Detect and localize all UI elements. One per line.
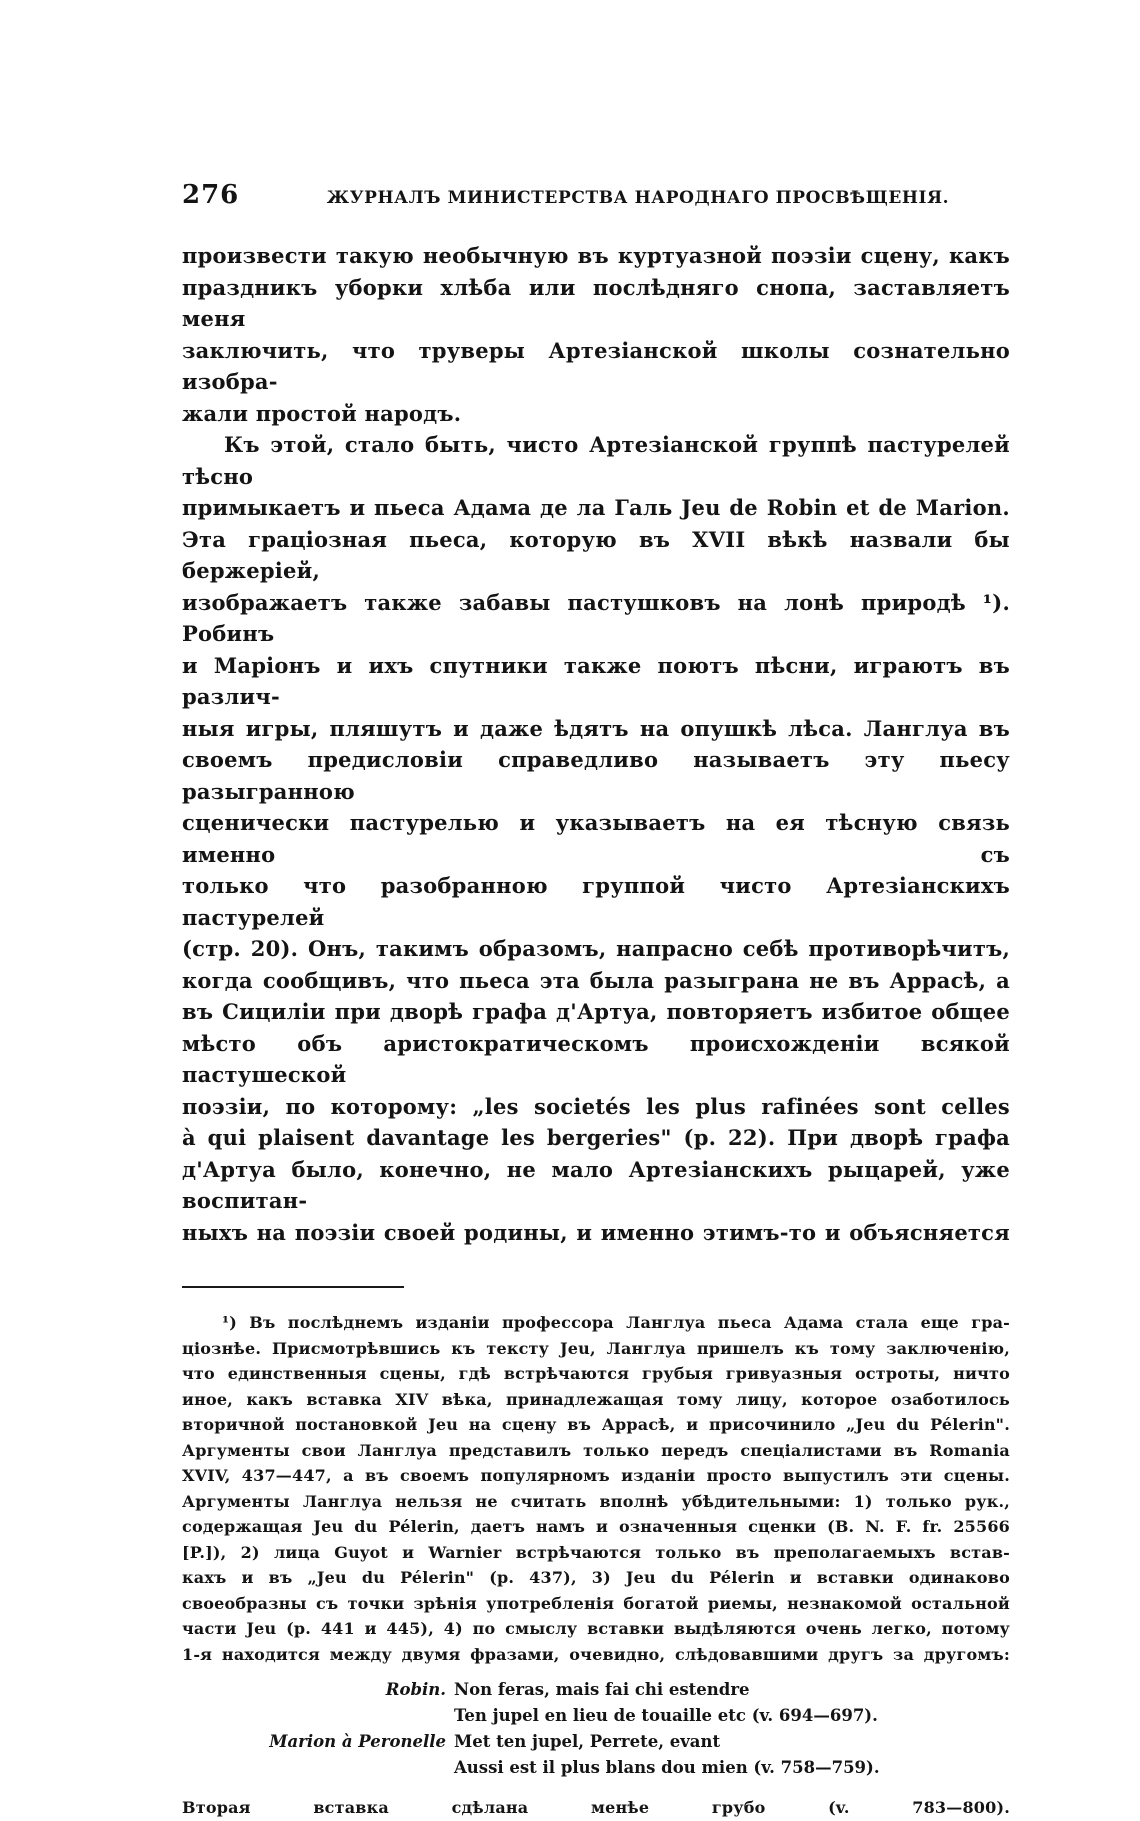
verse-speaker: [182, 1703, 454, 1729]
text-line: ныхъ на поэзіи своей родины, и именно этимъ-то и объясняется: [182, 1219, 1010, 1245]
text-line: заключить, что труверы Артезіанской школы сознательно изобра-: [182, 337, 1010, 394]
footnote-line: Аргументы свои Ланглуа представилъ только передъ спеціалистами въ Romania: [182, 1440, 1010, 1460]
text-line: и Маріонъ и ихъ спутники также поютъ пѣсни, играютъ въ различ-: [182, 652, 1010, 709]
verse-line: Met ten jupel, Perrete, evant: [454, 1732, 721, 1751]
footnote-line: XVIV, 437—447, а въ своемъ популярномъ изданіи просто выпустилъ эти сцены.: [182, 1466, 1010, 1485]
text-line: своемъ предисловіи справедливо называетъ эту пьесу разыгранною: [182, 747, 1010, 804]
book-page: [182, 180, 1010, 1821]
footnote: [182, 1310, 1010, 1821]
verse-speaker: [182, 1755, 454, 1781]
verse-speaker: Robin.: [385, 1680, 446, 1699]
footnote-divider: [182, 1286, 404, 1288]
footnote-closing: Вторая вставка сдѣлана менѣе грубо (v. 783—800).: [182, 1798, 1010, 1817]
text-line: праздникъ уборки хлѣба или послѣдняго снопа, заставляетъ меня: [182, 274, 1010, 331]
footnote-line: [P.]), 2) лица Guyot и Warnier встрѣчаются только въ преполагаемыхъ встав-: [182, 1542, 1010, 1562]
footnote-line: кахъ и въ „Jeu du Pélerin" (p. 437), 3) Jeu du Pélerin и вставки одинаково: [182, 1568, 1010, 1587]
text-line: сценически пастурелью и указываетъ на ея тѣсную связь именно съ: [182, 810, 1010, 867]
text-line: Къ этой, стало быть, чисто Артезіанской группѣ пастурелей тѣсно: [182, 432, 1010, 489]
footnote-line: иное, какъ вставка XIV вѣка, принадлежащая тому лицу, которое озаботилось: [182, 1389, 1010, 1409]
page-number: 276: [182, 180, 240, 210]
text-line: поэзіи, по которому: „les societés les plus rafinées sont celles: [182, 1093, 1010, 1119]
verse-speaker: Marion à Peronelle: [269, 1732, 446, 1751]
footnote-line: Аргументы Ланглуа нельзя не считать вполнѣ убѣдительными: 1) только рук.,: [182, 1491, 1010, 1511]
footnote-line: ціознѣе. Присмотрѣвшись къ тексту Jeu, Ланглуа пришелъ къ тому заключенію,: [182, 1338, 1010, 1358]
text-line: произвести такую необычную въ куртуазной поэзіи сцену, какъ: [182, 243, 1010, 268]
text-line: когда сообщивъ, что пьеса эта была разыграна не въ Аррасѣ, а: [182, 967, 1010, 993]
verse-row: [182, 1703, 1010, 1729]
footnote-line: содержащая Jeu du Pélerin, даетъ намъ и означенныя сценки (B. N. F. fr. 25566: [182, 1517, 1010, 1536]
text-line: (стр. 20). Онъ, такимъ образомъ, напрасно себѣ противорѣчитъ,: [182, 936, 1010, 961]
verse-row: [182, 1677, 1010, 1703]
footnote-line: что единственныя сцены, гдѣ встрѣчаются грубыя гривуазныя остроты, ничто: [182, 1364, 1010, 1383]
verse-row: [182, 1755, 1010, 1781]
text-line: только что разобранною группой чисто Артезіанскихъ пастурелей: [182, 873, 1010, 930]
text-line: д'Артуа было, конечно, не мало Артезіанскихъ рыцарей, уже воспитан-: [182, 1156, 1010, 1213]
verse-quotation: [182, 1677, 1010, 1781]
footnote-line: части Jeu (p. 441 и 445), 4) по смыслу вставки выдѣляются очень легко, потому: [182, 1619, 1010, 1638]
text-line: Эта граціозная пьеса, которую въ XVII вѣкѣ назвали бы бержеріей,: [182, 526, 1010, 583]
text-line: примыкаетъ и пьеса Адама де ла Галь Jeu de Robin et de Marion.: [182, 495, 1010, 520]
text-line: изображаетъ также забавы пастушковъ на лонѣ природѣ ¹). Робинъ: [182, 589, 1010, 646]
text-line: въ Сициліи при дворѣ графа д'Артуа, повторяетъ избитое общее: [182, 999, 1010, 1024]
main-text: [182, 240, 1010, 1248]
footnote-line: своеобразны съ точки зрѣнія употребленія богатой риемы, незнакомой остальной: [182, 1593, 1010, 1613]
text-line: à qui plaisent davantage les bergeries" (p. 22). При дворѣ графа: [182, 1125, 1010, 1150]
verse-row: [182, 1729, 1010, 1755]
footnote-line: ¹) Въ послѣднемъ изданіи профессора Ланглуа пьеса Адама стала еще гра-: [222, 1313, 1010, 1332]
verse-line: Ten jupel en lieu de touaille etc (v. 694—697).: [454, 1706, 878, 1725]
text-line: мѣсто объ аристократическомъ происхожденіи всякой пастушеской: [182, 1030, 1010, 1087]
footnote-line: вторичной постановкой Jeu на сцену въ Аррасѣ, и присочинило „Jeu du Pélerin".: [182, 1415, 1010, 1434]
running-head: ЖУРНАЛЪ МИНИСТЕРСТВА НАРОДНАГО ПРОСВѢЩЕНІЯ.: [326, 188, 950, 208]
footnote-line: 1-я находится между двумя фразами, очевидно, слѣдовавшими другъ за другомъ:: [182, 1644, 1010, 1664]
text-line: жали простой народъ.: [182, 400, 462, 426]
verse-line: Aussi est il plus blans dou mien (v. 758—759).: [454, 1758, 880, 1777]
page-header: [182, 180, 1010, 216]
verse-line: Non feras, mais fai chi estendre: [454, 1680, 750, 1699]
text-line: ныя игры, пляшутъ и даже ѣдятъ на опушкѣ лѣса. Ланглуа въ: [182, 715, 1010, 741]
